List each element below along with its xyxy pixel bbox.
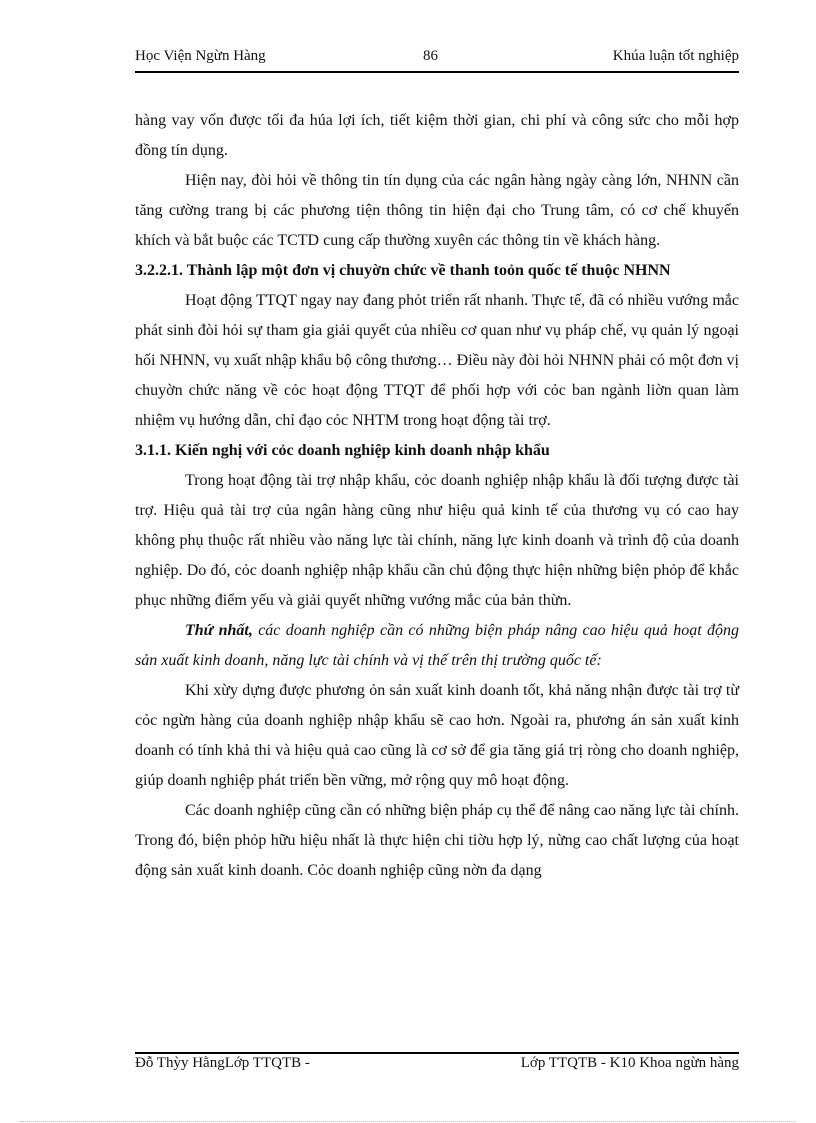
header-institution: Học Viện Ngừn Hàng xyxy=(135,48,266,64)
emphasis-lead: Thứ nhất, xyxy=(185,622,253,639)
section-heading: 3.1.1. Kiến nghị với cỏc doanh nghiệp kinh doanh nhập khẩu xyxy=(135,442,550,459)
paragraph: Khi xừy dựng được phương ỏn sản xuất kinh doanh tốt, khả năng nhận được tài trợ từ cỏc ngừn hàng của doanh nghiệp nhập khẩu sẽ cao hơn. Ngoài ra, phương án sản xuất kinh doanh có tính khả thi và hiệu quả cao cũng là cơ sở để gia tăng giá trị ròng cho doanh nghiệp, giúp doanh nghiệp phát triển bền vững, mở rộng quy mô hoạt động. xyxy=(135,682,739,789)
paragraph: Các doanh nghiệp cũng cần có những biện pháp cụ thể để nâng cao năng lực tài chính. Trong đó, biện phỏp hữu hiệu nhất là thực hiện chi tiờu hợp lý, nừng cao chất lượng của hoạt động sản xuất kinh doanh. Cỏc doanh nghiệp cũng nờn đa dạng xyxy=(135,802,739,879)
page-body xyxy=(135,106,739,886)
footer-class-info: Lớp TTQTB - K10 Khoa ngừn hàng xyxy=(520,1055,739,1071)
paragraph: Trong hoạt động tài trợ nhập khẩu, cỏc doanh nghiệp nhập khẩu là đối tượng được tài trợ. Hiệu quả tài trợ của ngân hàng cũng như hiệu quả kinh tế của thương vụ có cao hay không phụ thuộc rất nhiều vào năng lực tài chính, năng lực kinh doanh và trình độ của doanh nghiệp. Do đó, cỏc doanh nghiệp nhập khẩu cần chủ động thực hiện những biện phỏp để khắc phục những điểm yếu và giải quyết những vướng mắc của bản thừn. xyxy=(135,472,739,609)
paragraph: Hoạt động TTQT ngay nay đang phỏt triển rất nhanh. Thực tế, đã có nhiều vướng mắc phát sinh đòi hỏi sự tham gia giải quyết của nhiều cơ quan như vụ pháp chế, vụ quản lý ngoại hối NHNN, vụ xuất nhập khẩu bộ công thương… Điều này đòi hỏi NHNN phải có một đơn vị chuyờn chức năng về cỏc hoạt động TTQT để phối hợp với cỏc ban ngành liờn quan làm nhiệm vụ hướng dẫn, chỉ đạo cỏc NHTM trong hoạt động tài trợ. xyxy=(135,292,739,429)
page-footer xyxy=(135,1055,739,1077)
emphasis-text: các doanh nghiệp cần có những biện pháp nâng cao hiệu quả hoạt động sản xuất kinh doanh, năng lực tài chính và vị thế trên thị trường quốc tế: xyxy=(135,622,740,669)
header-rule xyxy=(135,71,739,73)
paragraph: hàng vay vốn được tối đa húa lợi ích, tiết kiệm thời gian, chi phí và công sức cho mỗi hợp đồng tín dụng. xyxy=(135,112,739,159)
page-header xyxy=(135,48,739,70)
page-edge-dotted-line xyxy=(20,1121,796,1122)
header-document-type: Khúa luận tốt nghiệp xyxy=(612,48,739,64)
paragraph-emphasis xyxy=(135,616,739,676)
paragraph: Hiện nay, đòi hỏi về thông tin tín dụng của các ngân hàng ngày càng lớn, NHNN cần tăng cường trang bị các phương tiện thông tin hiện đại cho Trung tâm, có cơ chế khuyến khích và bắt buộc các TCTD cung cấp thường xuyên các thông tin về khách hàng. xyxy=(135,172,739,249)
section-heading: 3.2.2.1. Thành lập một đơn vị chuyờn chức về thanh toỏn quốc tế thuộc NHNN xyxy=(135,262,671,279)
footer-author: Đỗ Thỳy HằngLớp TTQTB - xyxy=(135,1055,310,1071)
page-number: 86 xyxy=(423,48,438,64)
footer-rule xyxy=(135,1052,739,1054)
